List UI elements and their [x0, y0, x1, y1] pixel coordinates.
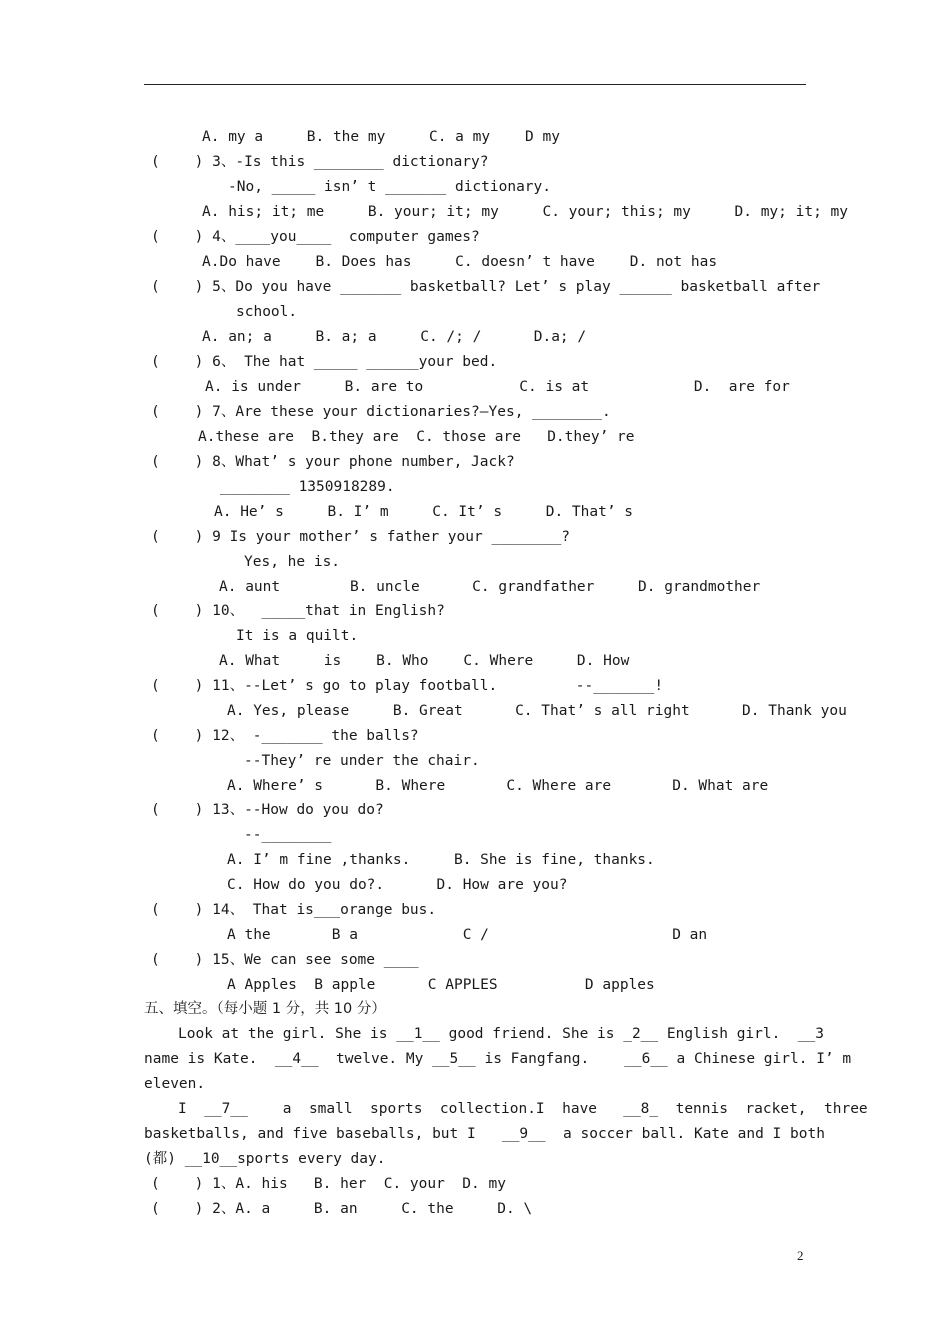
q12-options: A. Where’ s B. Where C. Where are D. What are [227, 778, 769, 794]
q2-options: A. my a B. the my C. a my D my [202, 129, 560, 145]
cloze-line-5: basketballs, and five baseballs, but I __9__ a soccer ball. Kate and I both [144, 1126, 825, 1142]
q8-options: A. He’ s B. I’ m C. It’ s D. That’ s [214, 504, 634, 520]
q3-options: A. his; it; me B. your; it; my C. your; this; my D. my; it; my [202, 204, 849, 220]
question-14: ( ) 14、 That is___orange bus. [151, 902, 437, 918]
question-5-cont: school. [236, 304, 298, 320]
q6-options: A. is under B. are to C. is at D. are for [205, 379, 790, 395]
question-9-reply: Yes, he is. [244, 554, 341, 570]
question-10: ( ) 10、 _____that in English? [151, 603, 445, 619]
q11-options: A. Yes, please B. Great C. That’ s all right D. Thank you [227, 703, 847, 719]
question-7: ( ) 7、Are these your dictionaries?—Yes, ________. [151, 404, 611, 420]
page-number: 2 [797, 1248, 804, 1263]
section-5-heading: 五、填空。（每小题 1 分，共 10 分） [144, 1001, 386, 1017]
q5-options: A. an; a B. a; a C. /; / D.a; / [202, 329, 587, 345]
question-6: ( ) 6、 The hat _____ ______your bed. [151, 354, 498, 370]
cloze-question-2: ( ) 2、A. a B. an C. the D. \ [151, 1201, 533, 1217]
question-3: ( ) 3、-Is this ________ dictionary? [151, 154, 489, 170]
question-3-reply: -No, _____ isn’ t _______ dictionary. [228, 179, 552, 195]
cloze-question-1: ( ) 1、A. his B. her C. your D. my [151, 1176, 506, 1192]
cloze-line-6: (都) __10__sports every day. [144, 1151, 386, 1167]
question-12: ( ) 12、 -_______ the balls? [151, 728, 419, 744]
cloze-line-1: Look at the girl. She is __1__ good friend. She is _2__ English girl. __3 [178, 1026, 825, 1042]
q10-options: A. What is B. Who C. Where D. How [219, 653, 630, 669]
question-8: ( ) 8、What’ s your phone number, Jack? [151, 454, 515, 470]
q14-options: A the B a C / D an [227, 927, 708, 943]
header-rule [144, 84, 806, 85]
q13-options-ab: A. I’ m fine ,thanks. B. She is fine, thanks. [227, 852, 655, 868]
cloze-line-3: eleven. [144, 1076, 206, 1092]
q13-options-cd: C. How do you do?. D. How are you? [227, 877, 568, 893]
question-13-reply: --________ [244, 827, 332, 843]
question-13: ( ) 13、--How do you do? [151, 802, 384, 818]
question-10-reply: It is a quilt. [236, 628, 359, 644]
q4-options: A.Do have B. Does has C. doesn’ t have D. not has [202, 254, 718, 270]
q7-options: A.these are B.they are C. those are D.they’ re [198, 429, 635, 445]
question-11: ( ) 11、--Let’ s go to play football. --_______! [151, 678, 664, 694]
question-15: ( ) 15、We can see some ____ [151, 952, 419, 968]
question-8-reply: ________ 1350918289. [220, 479, 395, 495]
q9-options: A. aunt B. uncle C. grandfather D. grandmother [219, 579, 761, 595]
cloze-line-2: name is Kate. __4__ twelve. My __5__ is Fangfang. __6__ a Chinese girl. I’ m [144, 1051, 852, 1067]
question-9: ( ) 9 Is your mother’ s father your ________? [151, 529, 571, 545]
q15-options: A Apples B apple C APPLES D apples [227, 977, 655, 993]
question-5: ( ) 5、Do you have _______ basketball? Let’ s play ______ basketball after [151, 279, 821, 295]
cloze-line-4: I __7__ a small sports collection.I have __8_ tennis racket, three [178, 1101, 868, 1117]
question-12-reply: --They’ re under the chair. [244, 753, 480, 769]
question-4: ( ) 4、____you____ computer games? [151, 229, 480, 245]
